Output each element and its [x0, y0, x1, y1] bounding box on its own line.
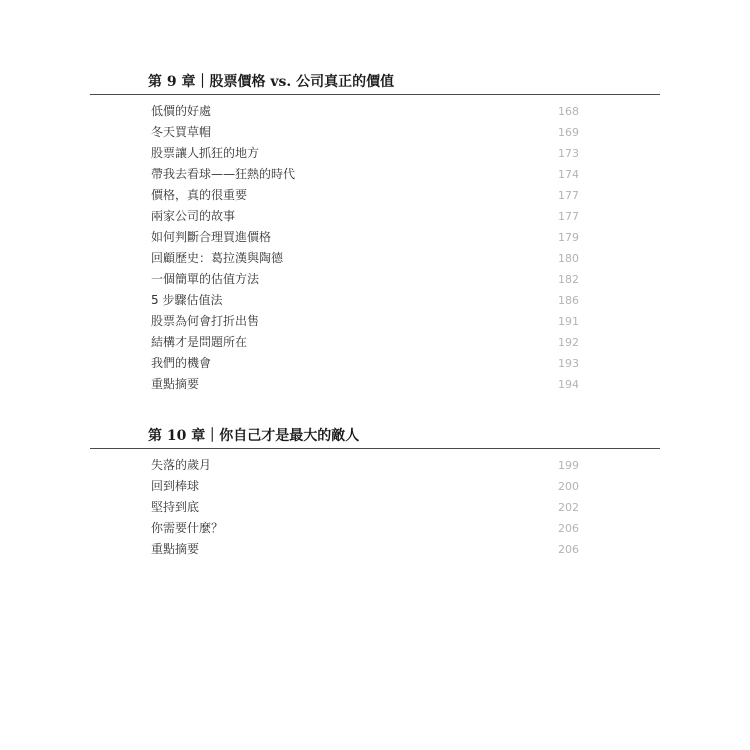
toc-entry — [90, 248, 660, 269]
toc-entry-label: 你需要什麼？ — [151, 521, 224, 535]
toc-entry-label: 堅持到底 — [151, 500, 200, 514]
toc-entry-page: 177 — [558, 210, 579, 223]
toc-entry — [90, 311, 660, 332]
toc-entry-page: 192 — [558, 336, 579, 349]
toc-entry-label: 股票為何會打折出售 — [151, 314, 260, 328]
toc-entry — [90, 518, 660, 539]
toc-entry-page: 202 — [558, 501, 579, 514]
toc-entry — [90, 164, 660, 185]
chapter-entry-list — [90, 449, 660, 560]
toc-entry-page: 206 — [558, 522, 579, 535]
toc-entry-label: 回顧歷史：葛拉漢與陶德 — [151, 251, 284, 265]
toc-entry — [90, 353, 660, 374]
toc-entry — [90, 122, 660, 143]
toc-entry — [90, 539, 660, 560]
toc-entry-label: 失落的歲月 — [151, 458, 212, 472]
toc-entry-label: 低價的好處 — [151, 104, 212, 118]
toc-entry-label: 股票讓人抓狂的地方 — [151, 146, 260, 160]
toc-entry-page: 173 — [558, 147, 579, 160]
toc-entry-label: 帶我去看球——狂熱的時代 — [151, 167, 296, 181]
toc-entry-label: 回到棒球 — [151, 479, 200, 493]
chapter-title: 第 9 章｜股票價格 vs. 公司真正的價值 — [90, 72, 660, 95]
toc-entry — [90, 476, 660, 497]
toc-entry-label: 結構才是問題所在 — [151, 335, 248, 349]
toc-entry-label: 5 步驟估值法 — [151, 293, 223, 307]
toc-entry-page: 168 — [558, 105, 579, 118]
toc-entry-label: 冬天買草帽 — [151, 125, 212, 139]
toc-entry-page: 186 — [558, 294, 579, 307]
toc-entry-page: 180 — [558, 252, 579, 265]
chapter-entry-list — [90, 95, 660, 395]
toc-entry-page: 177 — [558, 189, 579, 202]
toc-entry-page: 194 — [558, 378, 579, 391]
toc-entry — [90, 497, 660, 518]
toc-entry-page: 193 — [558, 357, 579, 370]
toc-entry — [90, 206, 660, 227]
toc-entry-label: 重點摘要 — [151, 542, 200, 556]
toc-entry — [90, 374, 660, 395]
toc-entry — [90, 455, 660, 476]
toc-entry-label: 如何判斷合理買進價格 — [151, 230, 272, 244]
toc-entry-label: 兩家公司的故事 — [151, 209, 236, 223]
toc-entry — [90, 332, 660, 353]
toc-entry — [90, 269, 660, 290]
chapter-9-section — [90, 72, 660, 395]
toc-entry-label: 價格，真的很重要 — [151, 188, 248, 202]
chapter-10-section — [90, 426, 660, 560]
toc-entry — [90, 143, 660, 164]
toc-entry-page: 169 — [558, 126, 579, 139]
toc-entry — [90, 227, 660, 248]
toc-entry-label: 重點摘要 — [151, 377, 200, 391]
toc-entry-label: 一個簡單的估值方法 — [151, 272, 260, 286]
toc-entry-page: 199 — [558, 459, 579, 472]
toc-entry-page: 179 — [558, 231, 579, 244]
toc-entry-label: 我們的機會 — [151, 356, 212, 370]
toc-entry-page: 191 — [558, 315, 579, 328]
toc-entry-page: 200 — [558, 480, 579, 493]
toc-entry-page: 206 — [558, 543, 579, 556]
toc-entry-page: 182 — [558, 273, 579, 286]
toc-entry — [90, 290, 660, 311]
toc-entry — [90, 101, 660, 122]
toc-entry — [90, 185, 660, 206]
toc-entry-page: 174 — [558, 168, 579, 181]
chapter-title: 第 10 章｜你自己才是最大的敵人 — [90, 426, 660, 449]
